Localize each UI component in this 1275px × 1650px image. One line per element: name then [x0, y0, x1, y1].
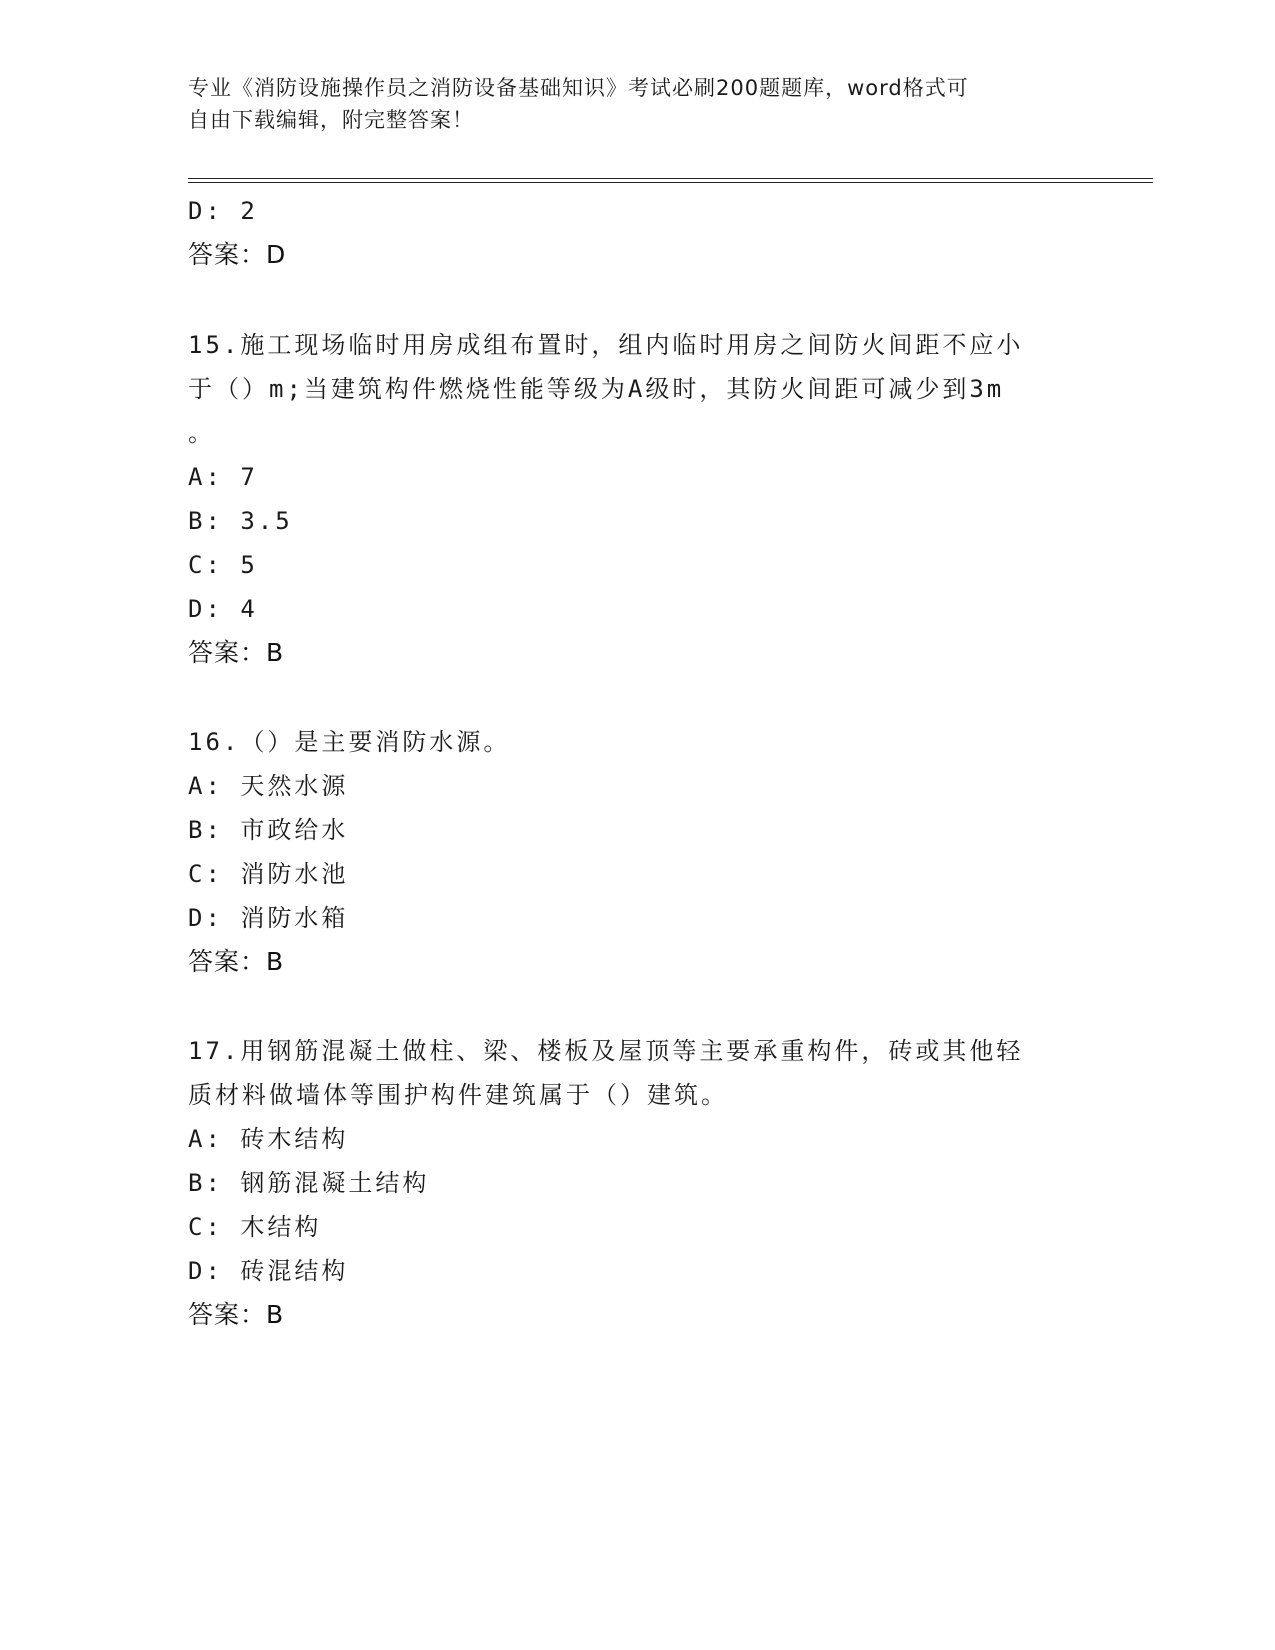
q17-stem-line-2: 质材料做墙体等围护构件建筑属于（）建筑。 — [188, 1081, 728, 1109]
q15-stem-line-2: 于（）m;当建筑构件燃烧性能等级为A级时，其防火间距可减少到3m — [188, 375, 1005, 403]
q17-option-d: D: 砖混结构 — [188, 1257, 349, 1285]
q16-stem-line-1: 16.（）是主要消防水源。 — [188, 728, 511, 756]
q15-stem-line-3: 。 — [188, 419, 215, 447]
q15-option-b: B: 3.5 — [188, 507, 293, 535]
q17-stem-line-1: 17.用钢筋混凝土做柱、梁、楼板及屋顶等主要承重构件，砖或其他轻 — [188, 1037, 1024, 1065]
header-divider-bottom — [188, 182, 1153, 183]
q16-option-b: B: 市政给水 — [188, 816, 349, 844]
q17-answer: 答案：B — [188, 1300, 285, 1329]
q17-option-a: A: 砖木结构 — [188, 1125, 349, 1153]
q16-answer: 答案：B — [188, 947, 285, 976]
q15-option-c: C: 5 — [188, 551, 258, 579]
q16-option-a: A: 天然水源 — [188, 772, 349, 800]
q15-option-a: A: 7 — [188, 463, 258, 491]
document-header — [188, 72, 1088, 136]
header-divider-top — [188, 178, 1153, 179]
q16-option-c: C: 消防水池 — [188, 860, 349, 888]
prev-answer: 答案：D — [188, 240, 287, 269]
header-title-line-2: 自由下载编辑，附完整答案！ — [188, 108, 474, 132]
header-title-line-1: 专业《消防设施操作员之消防设备基础知识》考试必刷200题题库，word格式可 — [188, 76, 969, 100]
prev-option-d: D: 2 — [188, 197, 258, 225]
q17-option-c: C: 木结构 — [188, 1213, 322, 1241]
q15-option-d: D: 4 — [188, 595, 258, 623]
q15-stem-line-1: 15.施工现场临时用房成组布置时，组内临时用房之间防火间距不应小 — [188, 331, 1024, 359]
q15-answer: 答案：B — [188, 638, 285, 667]
q16-option-d: D: 消防水箱 — [188, 904, 349, 932]
q17-option-b: B: 钢筋混凝土结构 — [188, 1169, 430, 1197]
